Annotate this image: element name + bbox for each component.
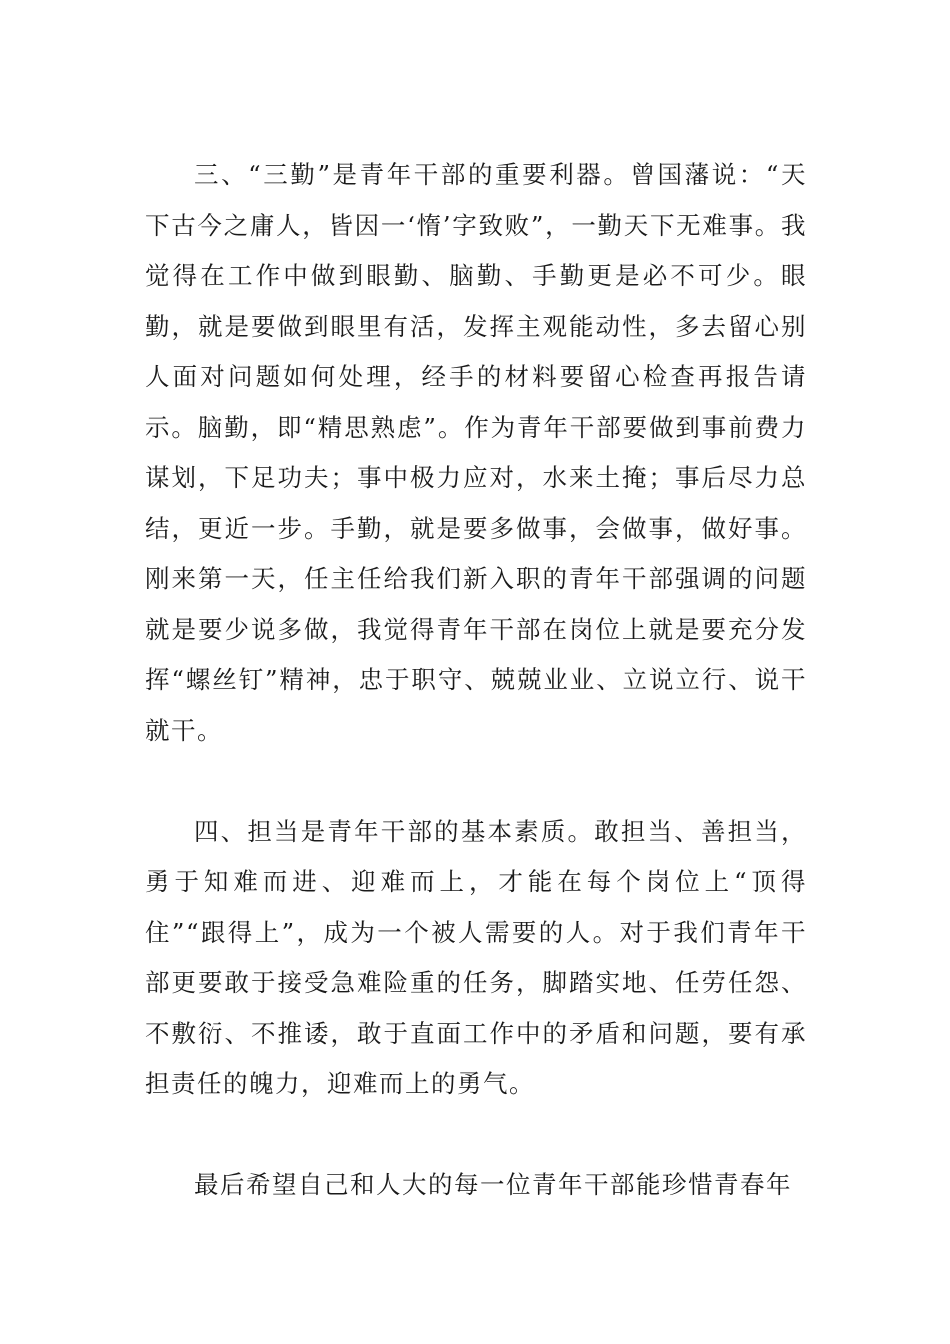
document-page (145, 150, 807, 1211)
paragraph-closing: 最后希望自己和人大的每一位青年干部能珍惜青春年 (194, 1170, 792, 1199)
paragraph-three-diligences: 三、“三勤”是青年干部的重要利器。曾国藩说：“天下古今之庸人，皆因一‘惰’字致败”，一勤天下无难事。我觉得在工作中做到眼勤、脑勤、手勤更是必不可少。眼勤，就是要做到眼里有活，发挥主观能动性，多去留心别人面对问题如何处理，经手的材料要留心检查再报告请示。脑勤，即“精思熟虑”。作为青年干部要做到事前费力谋划，下足功夫；事中极力应对，水来土掩；事后尽力总结，更近一步。手勤，就是要多做事，会做事，做好事。刚来第一天，任主任给我们新入职的青年干部强调的问题就是要少说多做，我觉得青年干部在岗位上就是要充分发挥“螺丝钉”精神，忠于职守、兢兢业业、立说立行、说干就干。 (145, 160, 807, 745)
paragraph-spacer (145, 756, 807, 807)
paragraph-responsibility: 四、担当是青年干部的基本素质。敢担当、善担当，勇于知难而进、迎难而上，才能在每个岗位上“顶得住”“跟得上”，成为一个被人需要的人。对于我们青年干部更要敢于接受急难险重的任务，脚踏实地、任劳任怨、不敷衍、不推诿，敢于直面工作中的矛盾和问题，要有承担责任的魄力，迎难而上的勇气。 (145, 816, 807, 1098)
paragraph-spacer (145, 1110, 807, 1161)
